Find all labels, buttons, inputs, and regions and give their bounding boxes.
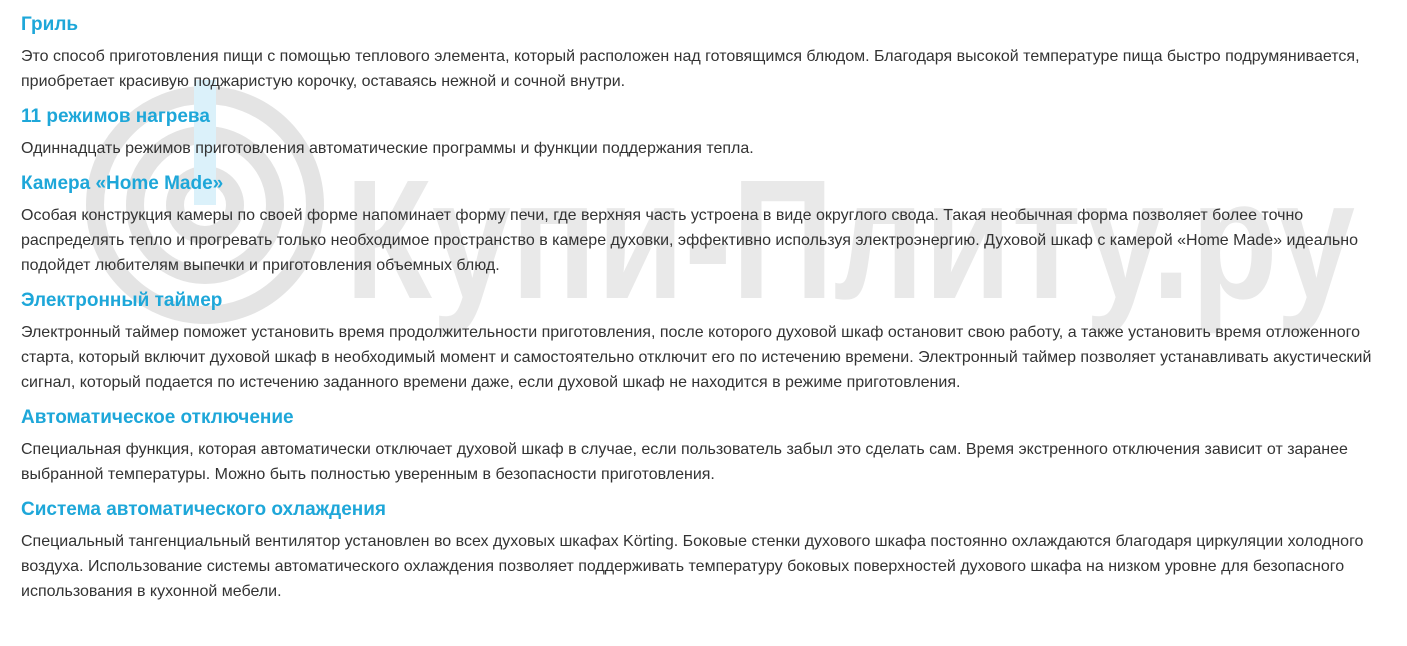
- feature-description: Специальная функция, которая автоматически отключает духовой шкаф в случае, если пользователь забыл это сделать сам. Время экстренного отключения зависит от заранее выбранной температуры. Можно быть полностью уверенным в безопасности приготовления.: [21, 441, 1348, 483]
- feature-description: Одиннадцать режимов приготовления автоматические программы и функции поддержания тепла.: [21, 140, 754, 157]
- feature-description: Электронный таймер поможет установить время продолжительности приготовления, после которого духовой шкаф остановит свою работу, а также установить время отложенного старта, который включит духовой шкаф в необходимый момент и самостоятельно отключит его по истечению времени. Электронный таймер позволяет устанавливать акустический сигнал, который подается по истечению заданного времени даже, если духовой шкаф не находится в режиме приготовления.: [21, 324, 1372, 391]
- feature-grill: [21, 12, 1385, 94]
- feature-description: Особая конструкция камеры по своей форме напоминает форму печи, где верхняя часть устроена в виде округлого свода. Такая необычная форма позволяет более точно распределять тепло и прогревать только необходимое пространство в камере духовки, эффективно используя электроэнергию. Духовой шкаф с камерой «Home Made» идеально подойдет любителям выпечки и приготовления объемных блюд.: [21, 207, 1358, 274]
- feature-title: Автоматическое отключение: [21, 407, 294, 428]
- feature-title: Камера «Home Made»: [21, 173, 224, 194]
- feature-title: Система автоматического охлаждения: [21, 499, 387, 520]
- feature-title: Электронный таймер: [21, 290, 223, 311]
- feature-title: Гриль: [21, 14, 79, 35]
- feature-description: Специальный тангенциальный вентилятор установлен во всех духовых шкафах Körting. Боковые стенки духового шкафа постоянно охлаждаются благодаря циркуляции холодного воздуха. Использование системы автоматического охлаждения позволяет поддерживать температуру боковых поверхностей духового шкафа на низком уровне для безопасного использования в кухонной мебели.: [21, 533, 1364, 600]
- feature-heating-modes: [21, 104, 1385, 161]
- feature-auto-shutoff: [21, 405, 1385, 487]
- feature-title: 11 режимов нагрева: [21, 106, 210, 127]
- feature-electronic-timer: [21, 288, 1385, 395]
- feature-description: Это способ приготовления пищи с помощью теплового элемента, который расположен над готовящимся блюдом. Благодаря высокой температуре пища быстро подрумянивается, приобретает красивую поджаристую корочку, оставаясь нежной и сочной внутри.: [21, 48, 1360, 90]
- watermark-text: Купи-Плиту.ру: [345, 145, 1355, 335]
- feature-auto-cooling: [21, 497, 1385, 604]
- feature-home-made-chamber: [21, 171, 1385, 278]
